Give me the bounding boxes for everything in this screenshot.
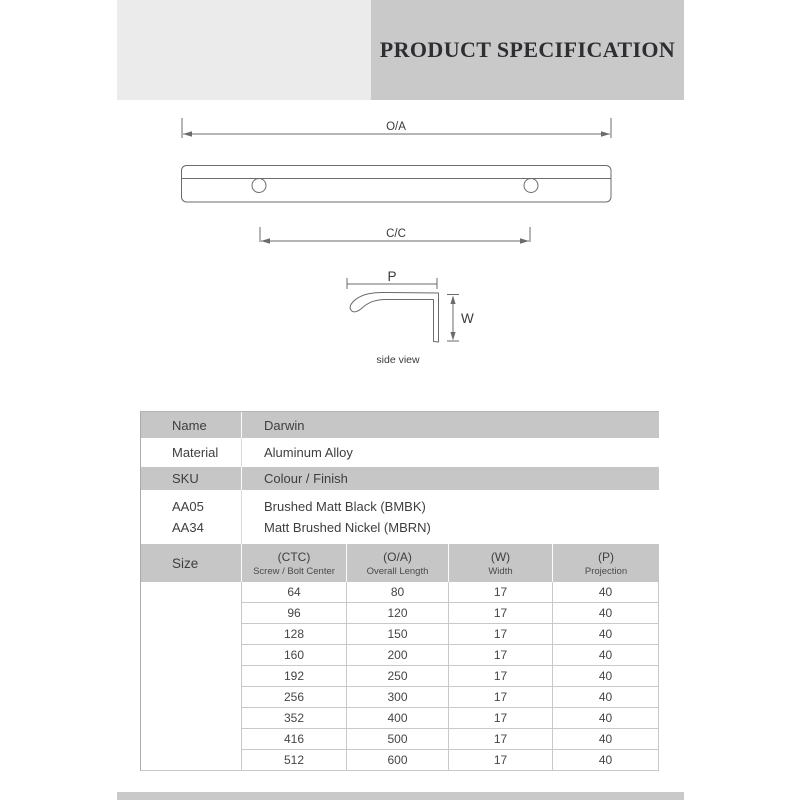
size-cell: 192 [242, 666, 347, 687]
size-cell: 40 [553, 750, 659, 771]
size-cell: 17 [449, 708, 553, 729]
size-row [242, 624, 659, 645]
header-title-band [371, 0, 684, 100]
screw-hole-left [252, 179, 266, 193]
screw-hole-right [524, 179, 538, 193]
size-cell: 40 [553, 729, 659, 750]
material-label: Material [141, 438, 242, 467]
size-column-header [553, 544, 659, 582]
size-label-spacer [141, 582, 242, 771]
size-cell: 17 [449, 666, 553, 687]
sku-code: AA05 [172, 499, 204, 514]
size-table-body [141, 582, 659, 771]
sku-label: SKU [141, 467, 242, 490]
sku-finish-list [242, 490, 659, 544]
size-cell: 17 [449, 750, 553, 771]
size-cell: 40 [553, 666, 659, 687]
size-column-code: (P) [598, 550, 614, 564]
size-column-desc: Projection [584, 566, 628, 577]
size-column-desc: Overall Length [366, 566, 429, 577]
material-value: Aluminum Alloy [264, 445, 353, 460]
cc-dimension-label: C/C [386, 228, 406, 240]
w-top-arrow [450, 296, 455, 305]
size-cell: 40 [553, 687, 659, 708]
size-cell: 352 [242, 708, 347, 729]
size-cell: 160 [242, 645, 347, 666]
size-cell: 128 [242, 624, 347, 645]
size-column-header [347, 544, 449, 582]
size-cell: 600 [347, 750, 449, 771]
size-row [242, 687, 659, 708]
table-row-sku [141, 467, 659, 490]
size-cell: 17 [449, 603, 553, 624]
size-cell: 150 [347, 624, 449, 645]
sku-value: Colour / Finish [264, 471, 348, 486]
size-row [242, 645, 659, 666]
sku-code: AA34 [172, 520, 204, 535]
size-cell: 40 [553, 603, 659, 624]
w-dimension-label: W [461, 311, 474, 326]
size-cell: 17 [449, 582, 553, 603]
side-view-caption: side view [376, 354, 420, 366]
page-title: PRODUCT SPECIFICATION [379, 37, 676, 62]
size-row [242, 750, 659, 771]
name-value: Darwin [264, 417, 305, 433]
oa-left-arrow [183, 131, 192, 136]
size-cell: 17 [449, 687, 553, 708]
cc-left-arrow [261, 238, 270, 243]
size-row [242, 708, 659, 729]
spec-table [140, 411, 659, 771]
technical-drawing [0, 100, 800, 400]
header-left-band [117, 0, 371, 100]
size-column-code: (O/A) [383, 550, 412, 564]
size-cell: 400 [347, 708, 449, 729]
size-cell: 17 [449, 624, 553, 645]
side-view-drawing [347, 278, 459, 342]
size-header-columns [242, 544, 659, 582]
size-cell: 64 [242, 582, 347, 603]
table-row-material [141, 438, 659, 467]
p-dimension-label: P [387, 269, 397, 284]
size-column-header [449, 544, 553, 582]
size-cell: 250 [347, 666, 449, 687]
front-view-drawing [182, 118, 612, 244]
sku-finish: Brushed Matt Black (BMBK) [264, 499, 426, 514]
table-row-size-header [141, 544, 659, 582]
size-row [242, 729, 659, 750]
size-cell: 416 [242, 729, 347, 750]
oa-right-arrow [601, 131, 610, 136]
size-column-desc: Width [488, 566, 513, 577]
handle-front-outline [182, 166, 612, 203]
size-row [242, 582, 659, 603]
oa-dimension-label: O/A [386, 121, 406, 133]
size-column-header [242, 544, 347, 582]
size-cell: 512 [242, 750, 347, 771]
size-label: Size [141, 544, 242, 582]
w-bottom-arrow [450, 332, 455, 341]
table-row-name [141, 412, 659, 438]
size-cell: 256 [242, 687, 347, 708]
size-row [242, 666, 659, 687]
size-cell: 40 [553, 624, 659, 645]
size-cell: 40 [553, 645, 659, 666]
sku-finish: Matt Brushed Nickel (MBRN) [264, 520, 431, 535]
size-cell: 200 [347, 645, 449, 666]
table-row-sku-variants [141, 490, 659, 544]
size-column-desc: Screw / Bolt Center [253, 566, 335, 577]
handle-profile-outline [350, 292, 438, 342]
size-rows [242, 582, 659, 771]
size-column-code: (W) [490, 550, 511, 564]
footer-bar [117, 792, 684, 800]
size-cell: 40 [553, 708, 659, 729]
cc-right-arrow [520, 238, 529, 243]
size-cell: 500 [347, 729, 449, 750]
size-cell: 80 [347, 582, 449, 603]
size-cell: 96 [242, 603, 347, 624]
size-cell: 17 [449, 729, 553, 750]
size-row [242, 603, 659, 624]
size-cell: 120 [347, 603, 449, 624]
size-column-code: (CTC) [277, 550, 311, 564]
sku-code-list [141, 490, 242, 544]
size-cell: 17 [449, 645, 553, 666]
name-label: Name [141, 412, 242, 438]
size-cell: 300 [347, 687, 449, 708]
size-cell: 40 [553, 582, 659, 603]
